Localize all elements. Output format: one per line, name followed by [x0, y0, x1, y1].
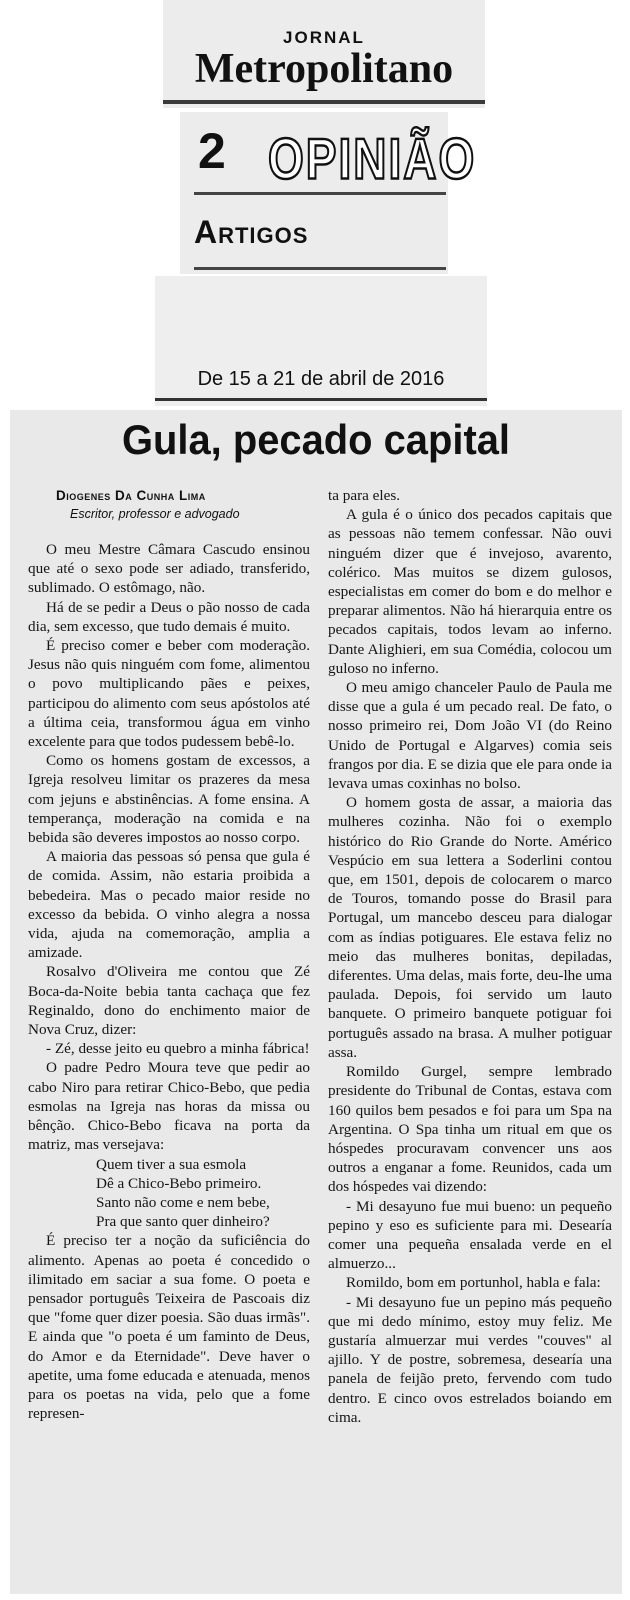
paragraph: É preciso comer e beber com moderação. Jesus não quis ninguém com fome, alimentou o povo multiplicando pães e peixes, participou do alimento com seus apóstolos até a última ceia, transformou água em vinho excelente para que todos pudessem bebê-lo.	[28, 637, 310, 751]
issue-date: De 15 a 21 de abril de 2016	[197, 368, 445, 390]
paragraph: Como os homens gostam de excessos, a Igreja resolveu limitar os prazeres da mesa com jejuns e abstinências. A fome ensina. A temperança, moderação na comida e na bebida são deveres impostos ao nosso corpo.	[28, 752, 310, 847]
verse-line: Quem tiver a sua esmola	[96, 1155, 247, 1173]
paragraph: - Zé, desse jeito eu quebro a minha fábrica!	[46, 1040, 310, 1058]
page-number: 2	[198, 123, 226, 179]
date-box	[155, 276, 487, 406]
paragraph: É preciso ter a noção da suficiência do alimento. Apenas ao poeta é concedido o ilimitado em saciar a sua fome. O poeta e pensador português Teixeira de Pascoais diz que "fome quer dizer poesia. São duas irmãs". E ainda que "o poeta é um faminto de Deus, do Amor e da Eternidade". Deve haver o apetite, uma fome educada e atenuada, menos para os poetas na vida, pelo que a fome represen-	[28, 1232, 310, 1423]
masthead	[163, 0, 485, 108]
author-name: Diogenes Da Cunha Lima	[56, 488, 206, 503]
paragraph: A gula é o único dos pecados capitais que as pessoas não temem confessar. Não ouvi ninguém dizer que é invejoso, avarento, colérico. Mas muitos se dizem gulosos, especialistas em comer do bom e do melhor e preparar alimentos. Não há hierarquia entre os pecados capitais, todos levam ao inferno. Dante Alighieri, em sua Comédia, colocou um guloso no inferno.	[328, 506, 612, 677]
paragraph: A maioria das pessoas só pensa que gula é de comida. Assim, não estaria proibida a bebedeira. Mas o pecado maior reside no excesso da bebida. O vinho alegra a nossa vida, ajuda na comemoração, amplia a amizade.	[28, 848, 310, 962]
article-column-2	[328, 486, 612, 1427]
section-rule-top	[194, 192, 446, 195]
masthead-kicker: JORNAL	[283, 28, 365, 47]
paragraph: O meu amigo chanceler Paulo de Paula me disse que a gula é um pecado real. De fato, o nosso primeiro rei, Dom João VI (do Reino Unido de Portugal e Algarves) comia seis frangos por dia. E se dizia que ele para onde ia levava umas coxinhas no bolso.	[328, 679, 612, 793]
section-rule-bottom	[194, 267, 446, 270]
paragraph: O homem gosta de assar, a maioria das mulheres cozinha. Não foi o exemplo histórico do Rio Grande do Norte. Américo Vespúcio em sua lettera a Soderlini contou que, em 1501, depois de colocarem o marco de Touros, tomando posse do Brasil para Portugal, um mancebo desceu para dialogar com as índias potiguares. Ele estava feliz no meio das mulheres bonitas, depiladas, diferentes. Uma delas, mais forte, deu-lhe uma paulada. Depois, foi servido um lauto banquete. O primeiro banquete potiguar foi português assado na brasa. A mulher potiguar assa.	[328, 794, 612, 1061]
date-rule	[155, 398, 487, 401]
masthead-rule	[163, 100, 485, 104]
paragraph: O meu Mestre Câmara Cascudo ensinou que até o sexo pode ser adiado, transferido, sublimado. O estômago, não.	[28, 541, 310, 597]
verse-line: Santo não come e nem bebe,	[96, 1193, 270, 1211]
verse-line: Dê a Chico-Bebo primeiro.	[96, 1174, 262, 1192]
paragraph: - Mi desayuno fue mui bueno: un pequeño pepino y eso es suficiente para mi. Desearía comer una pequeña ensalada verde en el almuerzo...	[328, 1197, 612, 1273]
paragraph: Romildo Gurgel, sempre lembrado presidente do Tribunal de Contas, estava com 160 quilos bem pesados e foi para um Spa na Argentina. O Spa tinha um ritual em que os hóspedes procuravam convencer uns aos outros a enganar a fome. Reunidos, cada um dos hóspedes vai dizendo:	[328, 1063, 612, 1196]
article	[10, 410, 622, 1594]
paragraph: Rosalvo d'Oliveira me contou que Zé Boca-da-Noite bebia tanta cachaça que fez Reginaldo, dono do enchimento maior de Nova Cruz, dizer:	[28, 963, 310, 1039]
verse	[28, 1155, 310, 1232]
section-header	[180, 112, 477, 274]
article-headline: Gula, pecado capital	[121, 416, 511, 463]
newspaper-title: Metropolitano	[194, 46, 454, 92]
paragraph: Romildo, bom em portunhol, habla e fala:	[346, 1274, 601, 1292]
subsection-name: Artigos	[194, 214, 309, 250]
section-name: OPINIÃO	[268, 126, 477, 191]
paragraph: Há de se pedir a Deus o pão nosso de cada dia, sem excesso, que tudo demais é muito.	[28, 598, 310, 635]
paragraph-continuation: ta para eles.	[328, 487, 401, 504]
paragraph: - Mi desayuno fue un pepino más pequeño que mi dedo mínimo, estoy muy feliz. Me gustaría almuerzar mui verdes "couves" al ajillo. Y de postre, sobremesa, desearía una panela de feijão preto, fervendo com tudo dentro. E cinco ovos estrelados boiando em cima.	[328, 1293, 612, 1426]
paragraph: O padre Pedro Moura teve que pedir ao cabo Niro para retirar Chico-Bebo, que pedia esmolas na Igreja nas horas da missa ou bênção. Chico-Bebo ficava na porta da matriz, mas versejava:	[28, 1059, 310, 1154]
article-column-1	[28, 540, 310, 1423]
author-role: Escritor, professor e advogado	[70, 507, 240, 521]
verse-line: Pra que santo quer dinheiro?	[96, 1213, 270, 1231]
